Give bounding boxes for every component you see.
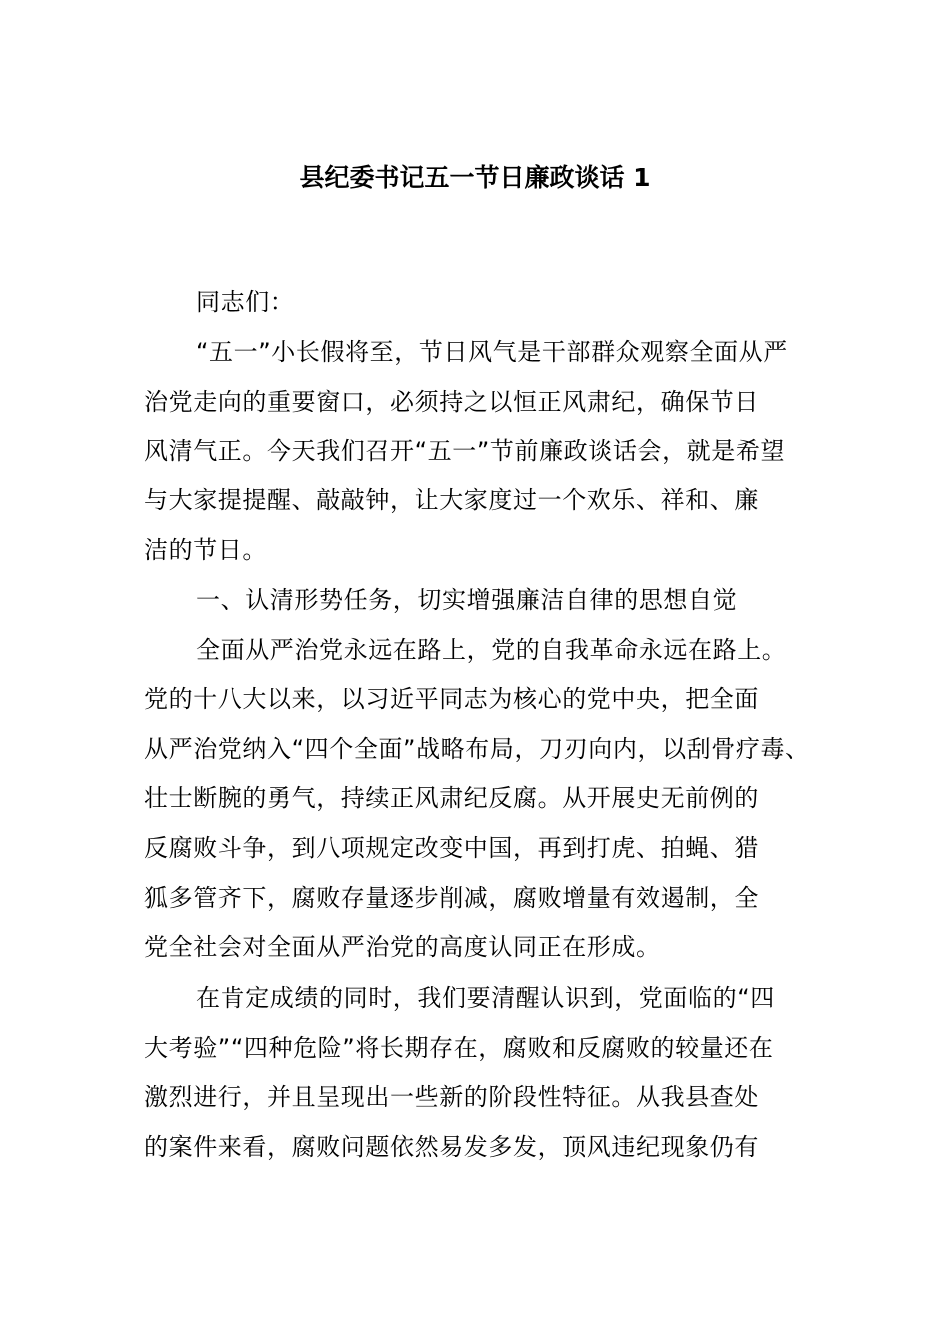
text-line: 党全社会对全面从严治党的高度认同正在形成。 <box>144 933 661 961</box>
text-line: 全面从严治党永远在路上，党的自我革命永远在路上。 <box>196 636 787 664</box>
text-line: 壮士断腕的勇气，持续正风肃纪反腐。从开展史无前例的 <box>144 784 759 812</box>
text-line: 从严治党纳入“四个全面”战略布局，刀刃向内，以刮骨疗毒、 <box>144 735 810 763</box>
salutation-line: 同志们： <box>196 288 295 316</box>
document-title: 县纪委书记五一节日廉政谈话 1 <box>299 163 651 192</box>
text-line: 大考验”“四种危险”将长期存在，腐败和反腐败的较量还在 <box>144 1034 774 1062</box>
text-line: 激烈进行，并且呈现出一些新的阶段性特征。从我县查处 <box>144 1083 759 1111</box>
section-heading-1: 一、认清形势任务，切实增强廉洁自律的思想自觉 <box>196 586 738 614</box>
text-line: 党的十八大以来，以习近平同志为核心的党中央，把全面 <box>144 685 759 713</box>
text-line: “五一”小长假将至，节日风气是干部群众观察全面从严 <box>196 338 788 366</box>
text-line: 风清气正。今天我们召开“五一”节前廉政谈话会，就是希望 <box>144 437 786 465</box>
text-line: 与大家提提醒、敲敲钟，让大家度过一个欢乐、祥和、廉 <box>144 486 759 514</box>
text-line: 狐多管齐下，腐败存量逐步削减，腐败增量有效遏制，全 <box>144 884 759 912</box>
text-line: 治党走向的重要窗口，必须持之以恒正风肃纪，确保节日 <box>144 388 759 416</box>
text-line: 在肯定成绩的同时，我们要清醒认识到，党面临的“四 <box>196 984 775 1012</box>
text-line: 的案件来看，腐败问题依然易发多发，顶风违纪现象仍有 <box>144 1133 759 1161</box>
text-line: 洁的节日。 <box>144 536 267 564</box>
text-line: 反腐败斗争，到八项规定改变中国，再到打虎、拍蝇、猎 <box>144 834 759 862</box>
